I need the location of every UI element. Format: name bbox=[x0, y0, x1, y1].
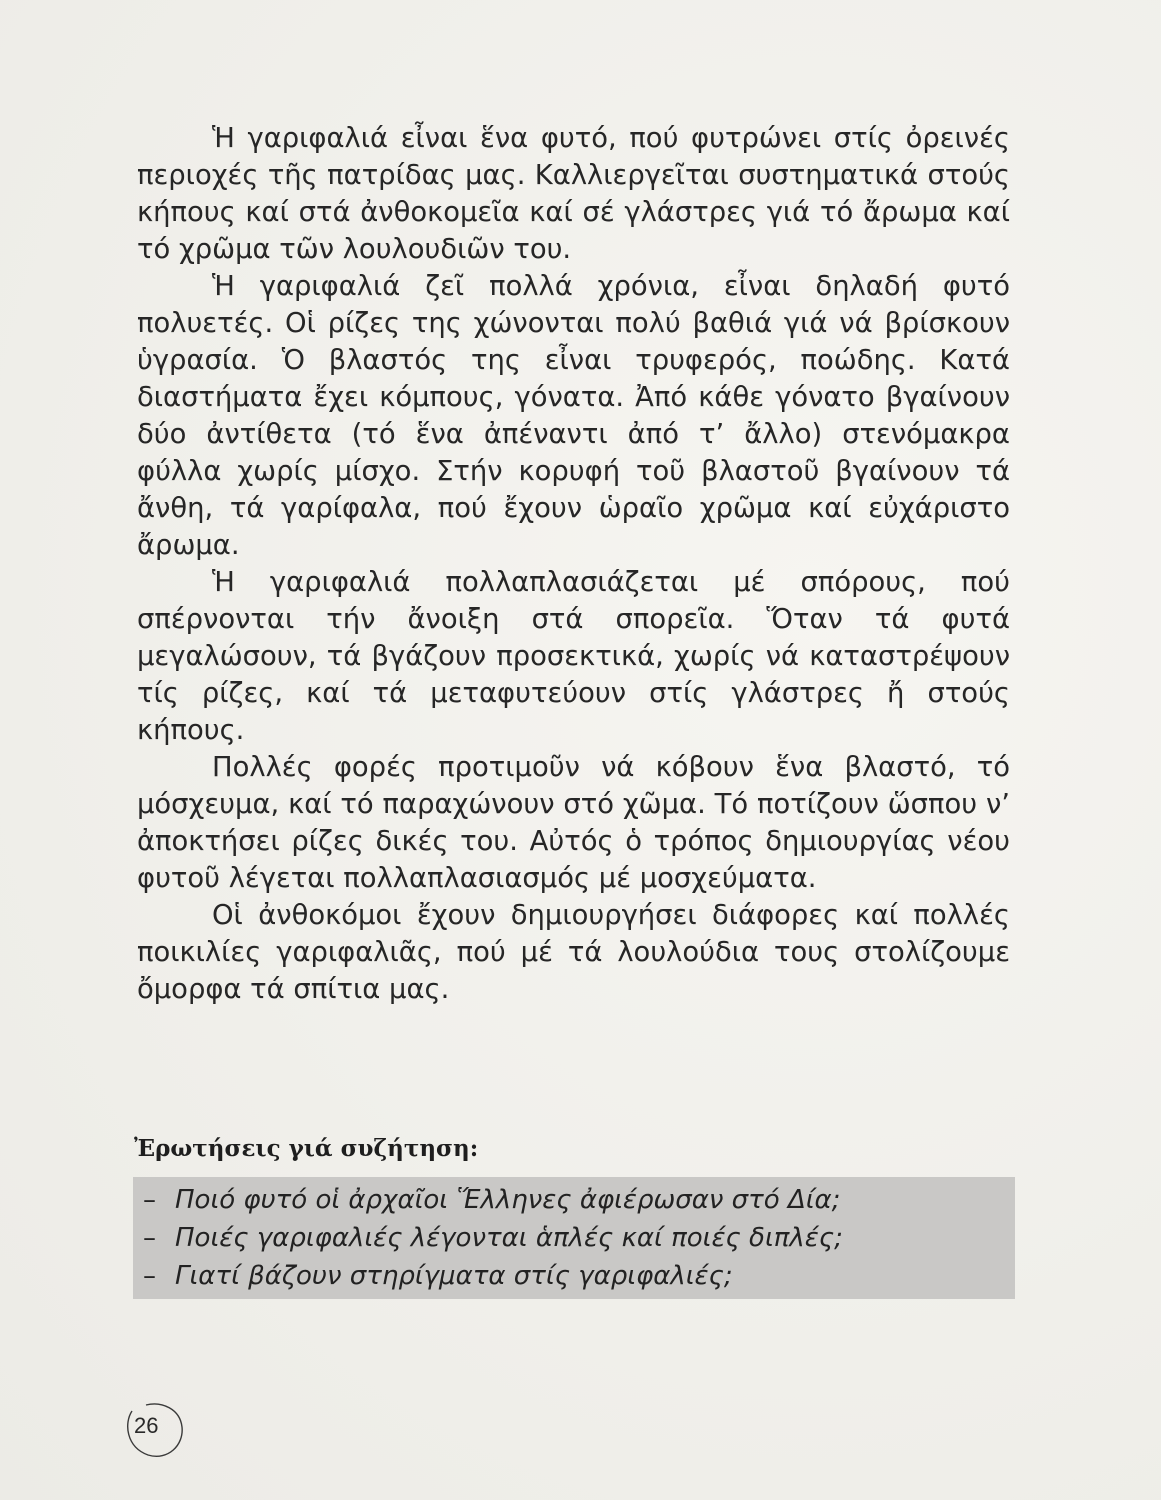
paragraph-4: Πολλές φορές προτιμοῦν νά κόβουν ἕνα βλαστό, τό μόσχευμα, καί τό παραχώνουν στό χῶμα. Τό ποτίζουν ὥσπου ν’ ἀποκτήσει ρίζες δικές του. Αὐτός ὁ τρόπος δημιουργίας νέου φυτοῦ λέγεται πολλαπλασιασμός μέ μοσχεύματα. bbox=[137, 752, 1010, 894]
questions-heading: Ἐρωτήσεις γιά συζήτηση: bbox=[134, 1135, 479, 1162]
question-item bbox=[143, 1219, 1015, 1257]
question-item bbox=[143, 1257, 1015, 1295]
paragraph-5: Οἱ ἀνθοκόμοι ἔχουν δημιουργήσει διάφορες καί πολλές ποικιλίες γαριφαλιᾶς, πού μέ τά λουλούδια τους στολίζουμε ὄμορφα τά σπίτια μας. bbox=[137, 900, 1010, 1005]
page-number bbox=[122, 1397, 186, 1461]
dash-bullet: – bbox=[143, 1185, 156, 1215]
questions-list bbox=[143, 1181, 1015, 1295]
dash-bullet: – bbox=[143, 1261, 156, 1291]
question-text: Ποιές γαριφαλιές λέγονται ἁπλές καί ποιές διπλές; bbox=[175, 1223, 843, 1253]
page-number-text: 26 bbox=[134, 1413, 159, 1438]
paragraph-2: Ἡ γαριφαλιά ζεῖ πολλά χρόνια, εἶναι δηλαδή φυτό πολυετές. Οἱ ρίζες της χώνονται πολύ βαθιά γιά νά βρίσκουν ὑγρασία. Ὁ βλαστός της εἶναι τρυφερός, ποώδης. Κατά διαστήματα ἔχει κόμπους, γόνατα. Ἀπό κάθε γόνατο βγαίνουν δύο ἀντίθετα (τό ἕνα ἀπέναντι ἀπό τ’ ἄλλο) στενόμακρα φύλλα χωρίς μίσχο. Στήν κορυφή τοῦ βλαστοῦ βγαίνουν τά ἄνθη, τά γαρίφαλα, πού ἔχουν ὡραῖο χρῶμα καί εὐχάριστο ἄρωμα. bbox=[137, 271, 1010, 561]
questions-box bbox=[133, 1177, 1015, 1299]
paragraph-1: Ἡ γαριφαλιά εἶναι ἕνα φυτό, πού φυτρώνει στίς ὀρεινές περιοχές τῆς πατρίδας μας. Καλλιεργεῖται συστηματικά στούς κήπους καί στά ἀνθοκομεῖα καί σέ γλάστρες γιά τό ἄρωμα καί τό χρῶμα τῶν λουλουδιῶν του. bbox=[137, 123, 1010, 265]
question-text: Ποιό φυτό οἱ ἀρχαῖοι Ἕλληνες ἀφιέρωσαν στό Δία; bbox=[175, 1185, 841, 1215]
question-item bbox=[143, 1181, 1015, 1219]
article-body bbox=[137, 120, 1010, 1008]
paragraph-3: Ἡ γαριφαλιά πολλαπλασιάζεται μέ σπόρους, πού σπέρνονται τήν ἄνοιξη στά σπορεῖα. Ὅταν τά φυτά μεγαλώσουν, τά βγάζουν προσεκτικά, χωρίς νά καταστρέψουν τίς ρίζες, καί τά μεταφυτεύουν στίς γλάστρες ἤ στούς κήπους. bbox=[137, 567, 1010, 746]
dash-bullet: – bbox=[143, 1223, 156, 1253]
question-text: Γιατί βάζουν στηρίγματα στίς γαριφαλιές; bbox=[175, 1261, 733, 1291]
